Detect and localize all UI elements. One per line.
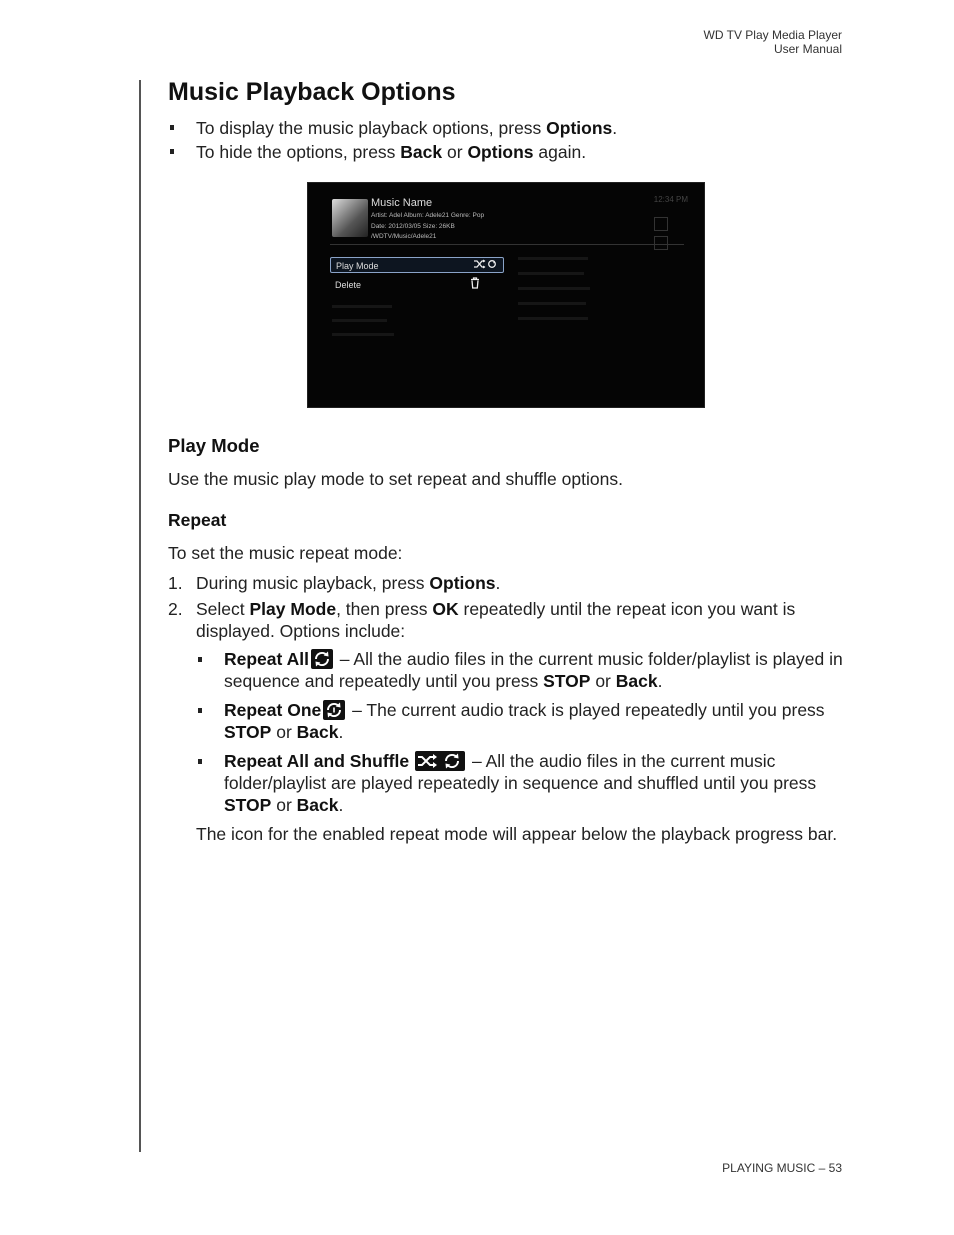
repeat-all-icon	[311, 649, 333, 669]
bullet-marker	[198, 708, 202, 713]
left-margin-rule	[139, 80, 141, 1152]
bullet-marker	[198, 759, 202, 764]
bullet-display-options: To display the music playback options, press Options.	[168, 116, 844, 140]
shuffle-repeat-icon	[473, 258, 497, 276]
running-header	[704, 28, 843, 56]
header-product: WD TV Play Media Player	[703, 28, 842, 42]
repeat-intro: To set the music repeat mode:	[168, 543, 403, 563]
step-1: 1. During music playback, press Options.	[168, 573, 501, 593]
background-list-row	[332, 333, 394, 336]
menu-play-mode[interactable]: Play Mode	[330, 257, 504, 273]
status-icons	[650, 217, 684, 231]
footer-section: PLAYING MUSIC	[722, 1161, 816, 1175]
music-meta-date: Date: 2012/03/05 Size: 26KB	[371, 223, 455, 230]
option-repeat-all-shuffle: Repeat All and Shuffle – All the audio files in the current music folder/playlist are played repeatedly in sequence and shuffled until you press STOP or Back.	[196, 750, 844, 816]
background-list-row	[518, 257, 588, 260]
repeat-steps	[168, 572, 844, 642]
music-meta-path: /WDTV/Music/Adele21	[371, 233, 437, 240]
background-list-row	[332, 305, 392, 308]
shuffle-repeat-icon	[415, 751, 465, 771]
background-list-row	[332, 319, 387, 322]
play-mode-intro: Use the music play mode to set repeat and shuffle options.	[168, 469, 623, 489]
status-icon	[654, 236, 668, 250]
page-number: 53	[828, 1161, 842, 1175]
repeat-one-icon	[323, 700, 345, 720]
step-2: 2. Select Play Mode, then press OK repeatedly until the repeat icon you want is displayed. Options include:	[168, 599, 796, 641]
bullet-hide-options: To hide the options, press Back or Options again.	[168, 140, 844, 164]
option-repeat-one: Repeat One – The current audio track is played repeatedly until you press STOP or Back.	[196, 699, 844, 743]
section-heading-repeat: Repeat	[168, 510, 227, 530]
background-list-row	[518, 302, 586, 305]
clock: 12:34 PM	[653, 195, 688, 204]
closing-note: The icon for the enabled repeat mode will appear below the playback progress bar.	[196, 824, 838, 844]
trash-icon	[470, 277, 480, 295]
intro-bullets	[168, 116, 844, 164]
menu-delete[interactable]: Delete	[330, 277, 504, 293]
bullet-marker	[170, 149, 174, 154]
option-repeat-all: Repeat All – All the audio files in the current music folder/playlist is played in sequence and repeatedly until you press STOP or Back.	[196, 648, 844, 692]
playback-options-screenshot	[307, 182, 705, 408]
background-list-row	[518, 287, 590, 290]
header-divider	[330, 244, 684, 245]
section-heading-play-mode: Play Mode	[168, 435, 260, 456]
bullet-marker	[198, 657, 202, 662]
page-footer: PLAYING MUSIC – 53	[722, 1161, 842, 1175]
repeat-options	[196, 648, 844, 816]
header-doc-type: User Manual	[773, 42, 842, 56]
bullet-marker	[170, 125, 174, 130]
album-art	[332, 199, 368, 237]
music-name: Music Name	[371, 197, 433, 209]
page-content	[168, 76, 844, 845]
page-title: Music Playback Options	[168, 78, 456, 106]
background-list-row	[518, 272, 584, 275]
status-icon	[654, 217, 668, 231]
background-list-row	[518, 317, 588, 320]
music-meta-artist: Artist: Adel Album: Adele21 Genre: Pop	[371, 212, 485, 219]
